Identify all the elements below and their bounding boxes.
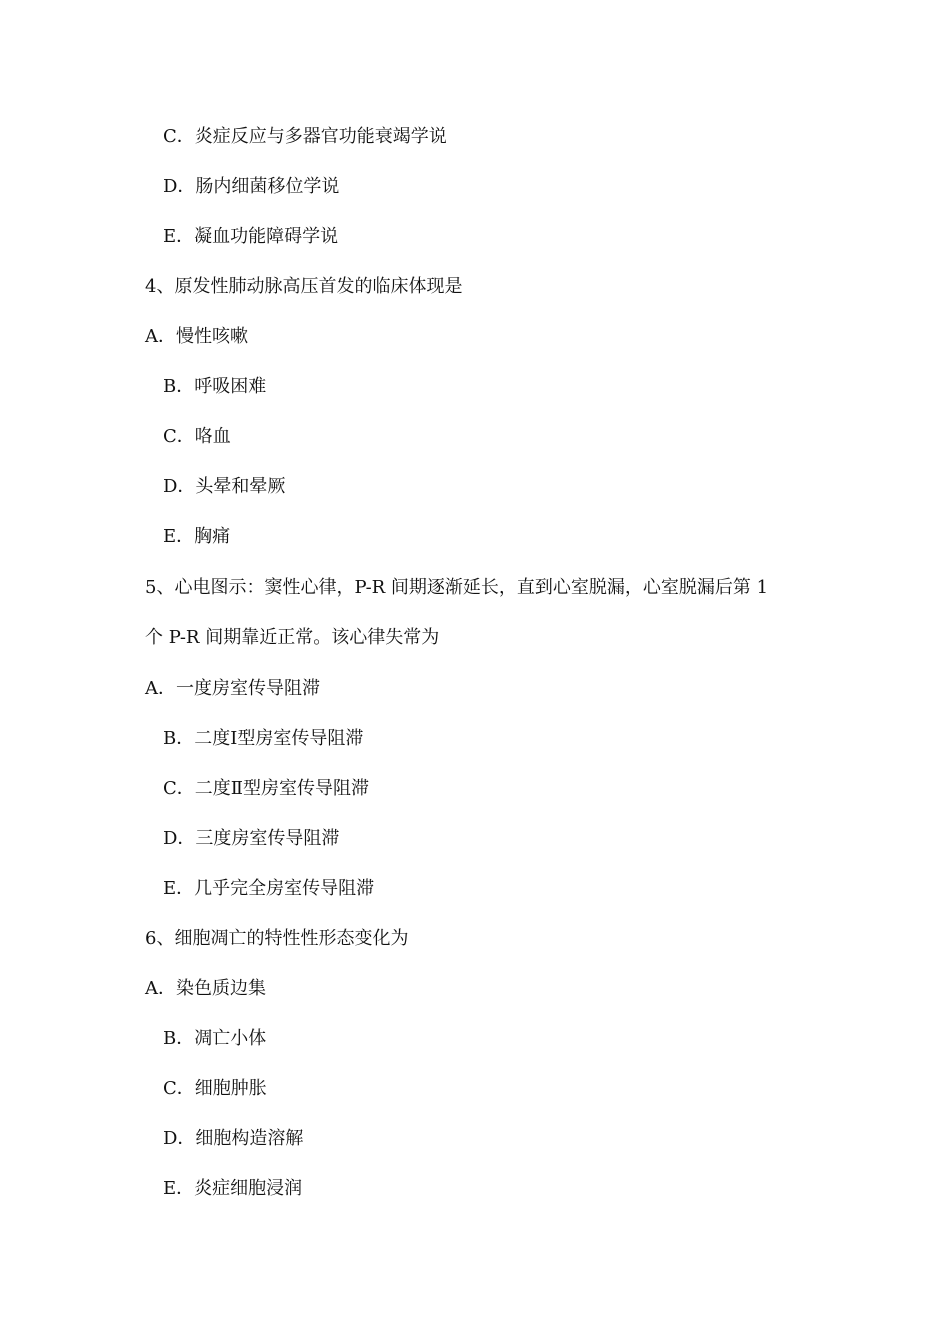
option-line: B．二度Ⅰ型房室传导阻滞: [163, 728, 364, 749]
option-line: D．肠内细菌移位学说: [163, 176, 340, 197]
question-line: 5、心电图示：窦性心律，P-R 间期逐渐延长，直到心室脱漏，心室脱漏后第 1: [145, 577, 769, 598]
option-line: E．炎症细胞浸润: [163, 1178, 303, 1199]
answer-line: A．一度房室传导阻滞: [145, 678, 320, 699]
question-line: 个 P-R 间期靠近正常。该心律失常为: [145, 627, 440, 648]
option-line: C．炎症反应与多器官功能衰竭学说: [163, 126, 447, 147]
question-line: 4、原发性肺动脉高压首发的临床体现是: [145, 276, 463, 297]
option-line: C．细胞肿胀: [163, 1078, 267, 1099]
option-line: B．凋亡小体: [163, 1028, 267, 1049]
option-line: D．细胞构造溶解: [163, 1128, 304, 1149]
option-line: E．几乎完全房室传导阻滞: [163, 878, 375, 899]
option-line: B．呼吸困难: [163, 376, 267, 397]
option-line: E．凝血功能障碍学说: [163, 226, 339, 247]
option-line: C．二度Ⅱ型房室传导阻滞: [163, 778, 370, 799]
answer-line: A．染色质边集: [145, 978, 266, 999]
answer-line: A．慢性咳嗽: [145, 326, 248, 347]
option-line: C．咯血: [163, 426, 231, 447]
option-line: D．头晕和晕厥: [163, 476, 286, 497]
question-line: 6、细胞凋亡的特性性形态变化为: [145, 928, 409, 949]
option-line: E．胸痛: [163, 526, 231, 547]
option-line: D．三度房室传导阻滞: [163, 828, 340, 849]
